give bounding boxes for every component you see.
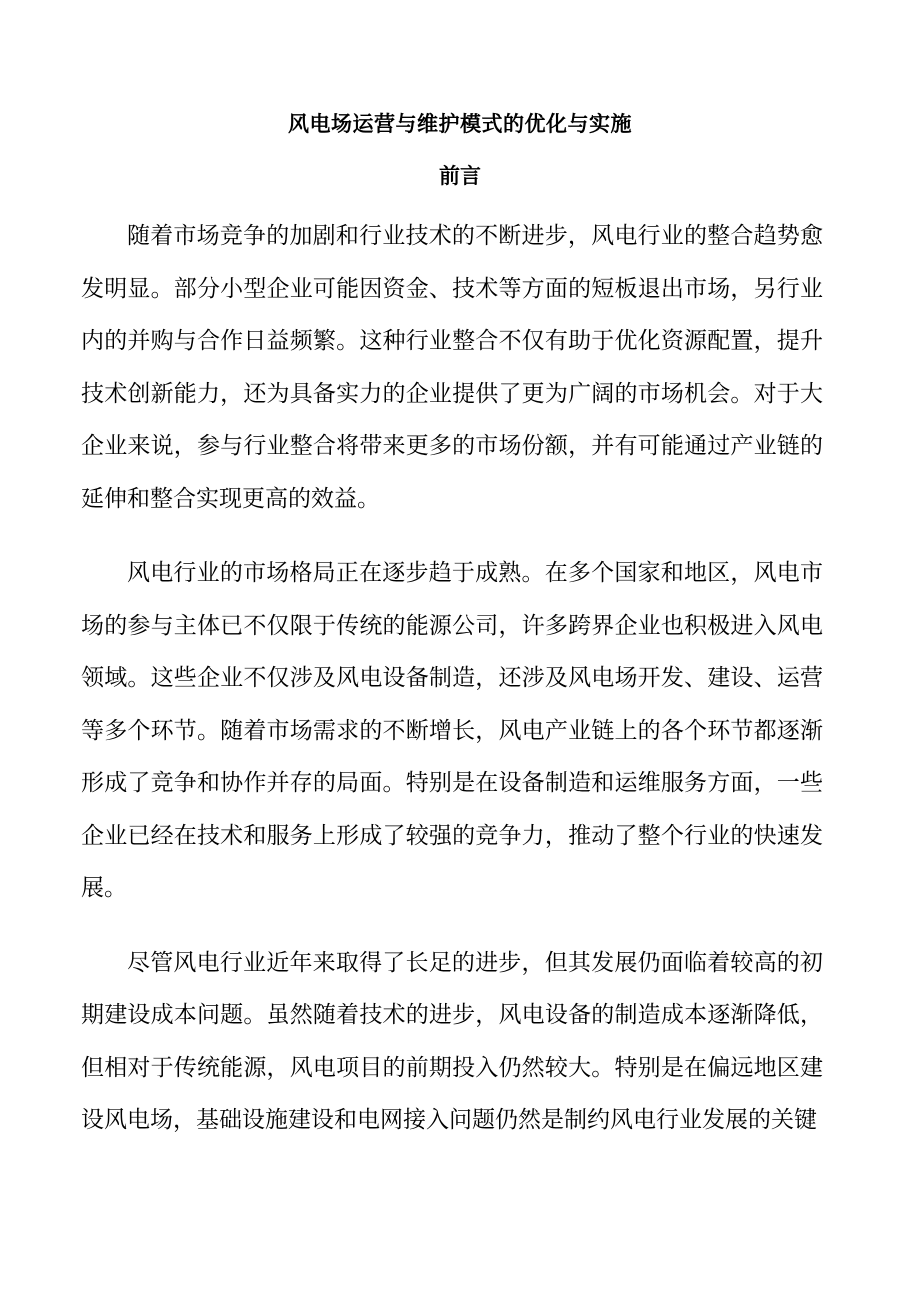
paragraph-1: 随着市场竞争的加剧和行业技术的不断进步，风电行业的整合趋势愈发明显。部分小型企业可能因资金、技术等方面的短板退出市场，另行业内的并购与合作日益频繁。这种行业整合不仅有助于优化资源配置，提升技术创新能力，还为具备实力的企业提供了更为广阔的市场机会。对于大企业来说，参与行业整合将带来更多的市场份额，并有可能通过产业链的延伸和整合实现更高的效益。	[81, 223, 823, 512]
document-title: 风电场运营与维护模式的优化与实施	[288, 111, 632, 136]
paragraph-2: 风电行业的市场格局正在逐步趋于成熟。在多个国家和地区，风电市场的参与主体已不仅限于传统的能源公司，许多跨界企业也积极进入风电领域。这些企业不仅涉及风电设备制造，还涉及风电场开发、建设、运营等多个环节。随着市场需求的不断增长，风电产业链上的各个环节都逐渐形成了竞争和协作并存的局面。特别是在设备制造和运维服务方面，一些企业已经在技术和服务上形成了较强的竞争力，推动了整个行业的快速发展。	[81, 560, 823, 901]
paragraph-3: 尽管风电行业近年来取得了长足的进步，但其发展仍面临着较高的初期建设成本问题。虽然随着技术的进步，风电设备的制造成本逐渐降低，但相对于传统能源，风电项目的前期投入仍然较大。特别是在偏远地区建设风电场，基础设施建设和电网接入问题仍然是制约风电行业发展的关键	[81, 949, 823, 1133]
document-body	[81, 210, 823, 1169]
section-heading: 前言	[439, 163, 481, 188]
